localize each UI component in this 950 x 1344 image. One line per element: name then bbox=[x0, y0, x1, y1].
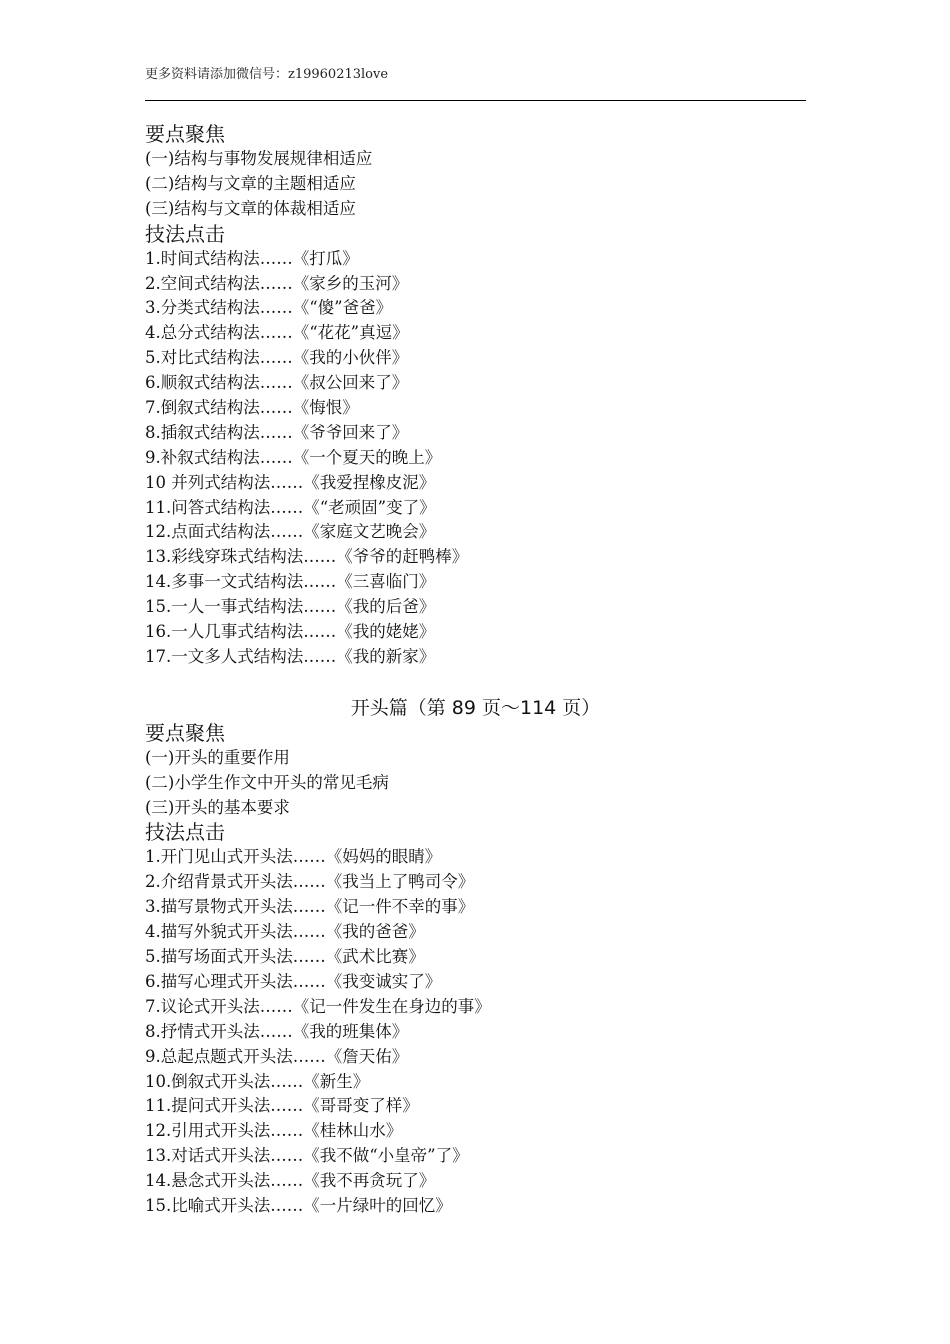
technique-item: 2.空间式结构法……《家乡的玉河》 bbox=[145, 273, 409, 293]
technique-item: 9.总起点题式开头法……《詹天佑》 bbox=[145, 1046, 409, 1066]
technique-item: 8.插叙式结构法……《爷爷回来了》 bbox=[145, 422, 409, 442]
section-title: 开头篇（第 89 页～114 页） bbox=[350, 696, 601, 719]
technique-item: 14.多事一文式结构法……《三喜临门》 bbox=[145, 572, 436, 592]
technique-heading: 技法点击 bbox=[145, 221, 225, 246]
technique-item: 13.对话式开头法……《我不做“小皇帝”了》 bbox=[145, 1146, 469, 1166]
focus-item: (三)开头的基本要求 bbox=[145, 797, 290, 817]
technique-item: 11.提问式开头法……《哥哥变了样》 bbox=[145, 1096, 419, 1116]
technique-item: 16.一人几事式结构法……《我的姥姥》 bbox=[145, 622, 436, 642]
technique-item: 2.介绍背景式开头法……《我当上了鸭司令》 bbox=[145, 872, 475, 892]
technique-item: 4.描写外貌式开头法……《我的爸爸》 bbox=[145, 922, 425, 942]
technique-item: 9.补叙式结构法……《一个夏天的晚上》 bbox=[145, 447, 442, 467]
focus-heading: 要点聚焦 bbox=[145, 122, 225, 146]
focus-item: (一)开头的重要作用 bbox=[145, 747, 290, 767]
technique-item: 8.抒情式开头法……《我的班集体》 bbox=[145, 1021, 409, 1041]
header-note: 更多资料请添加微信号：z19960213love bbox=[145, 67, 389, 82]
technique-item: 1.开门见山式开头法……《妈妈的眼睛》 bbox=[145, 847, 442, 867]
technique-item: 3.分类式结构法……《“傻”爸爸》 bbox=[145, 298, 393, 318]
focus-item: (二)结构与文章的主题相适应 bbox=[145, 173, 356, 193]
technique-item: 6.描写心理式开头法……《我变诚实了》 bbox=[145, 971, 442, 991]
technique-item: 6.顺叙式结构法……《叔公回来了》 bbox=[145, 373, 409, 393]
focus-item: (三)结构与文章的体裁相适应 bbox=[145, 198, 356, 218]
technique-item: 7.倒叙式结构法……《悔恨》 bbox=[145, 398, 359, 418]
technique-item: 15.比喻式开头法……《一片绿叶的回忆》 bbox=[145, 1195, 452, 1215]
focus-item: (二)小学生作文中开头的常见毛病 bbox=[145, 772, 389, 792]
technique-item: 11.问答式结构法……《“老顽固”变了》 bbox=[145, 497, 436, 517]
technique-item: 12.点面式结构法……《家庭文艺晚会》 bbox=[145, 522, 436, 542]
technique-heading: 技法点击 bbox=[145, 820, 225, 845]
technique-item: 15.一人一事式结构法……《我的后爸》 bbox=[145, 597, 436, 617]
technique-item: 1.时间式结构法……《打瓜》 bbox=[145, 248, 359, 268]
document-body bbox=[145, 122, 806, 1219]
focus-item: (一)结构与事物发展规律相适应 bbox=[145, 149, 373, 168]
technique-item: 17.一文多人式结构法……《我的新家》 bbox=[145, 646, 436, 666]
technique-item: 14.悬念式开头法……《我不再贪玩了》 bbox=[145, 1171, 436, 1191]
technique-item: 4.总分式结构法……《“花花”真逗》 bbox=[145, 323, 409, 343]
technique-item: 12.引用式开头法……《桂林山水》 bbox=[145, 1121, 403, 1141]
technique-item: 13.彩线穿珠式结构法……《爷爷的赶鸭棒》 bbox=[145, 547, 469, 567]
technique-item: 10 并列式结构法……《我爱捏橡皮泥》 bbox=[145, 472, 436, 492]
technique-item: 5.描写场面式开头法……《武术比赛》 bbox=[145, 947, 425, 967]
focus-heading: 要点聚焦 bbox=[145, 720, 225, 745]
technique-item: 7.议论式开头法……《记一件发生在身边的事》 bbox=[145, 996, 491, 1016]
header-divider bbox=[145, 100, 806, 101]
technique-item: 10.倒叙式开头法……《新生》 bbox=[145, 1071, 370, 1091]
section-spacer bbox=[145, 670, 806, 695]
technique-item: 3.描写景物式开头法……《记一件不幸的事》 bbox=[145, 897, 475, 917]
technique-item: 5.对比式结构法……《我的小伙伴》 bbox=[145, 348, 409, 368]
